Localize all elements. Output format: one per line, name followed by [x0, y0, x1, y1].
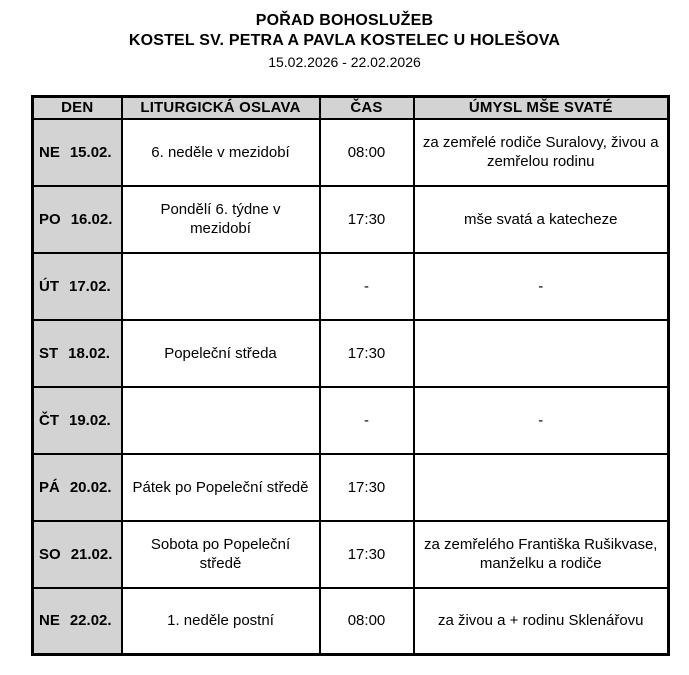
day-abbr: NE [39, 612, 60, 630]
document-header [0, 0, 689, 72]
day-cell [33, 119, 122, 186]
day-cell [33, 521, 122, 588]
time-cell: - [320, 387, 414, 454]
day-date: 17.02. [69, 277, 111, 295]
day-cell [33, 387, 122, 454]
table-row [33, 387, 669, 454]
table-row [33, 454, 669, 521]
day-date: 18.02. [68, 344, 110, 362]
time-cell: - [320, 253, 414, 320]
time-cell: 08:00 [320, 119, 414, 186]
col-header-day: DEN [33, 97, 122, 119]
celebration-cell: Pondělí 6. týdne v mezidobí [122, 186, 320, 253]
celebration-cell [122, 253, 320, 320]
col-header-celebration: LITURGICKÁ OSLAVA [122, 97, 320, 119]
header-row [33, 97, 669, 119]
schedule-table-header [33, 97, 669, 119]
intention-cell [414, 454, 669, 521]
celebration-cell: 6. neděle v mezidobí [122, 119, 320, 186]
day-cell [33, 186, 122, 253]
table-row [33, 186, 669, 253]
day-cell [33, 454, 122, 521]
celebration-cell: 1. neděle postní [122, 588, 320, 655]
day-abbr: PO [39, 210, 61, 228]
day-cell [33, 588, 122, 655]
day-date: 19.02. [69, 411, 111, 429]
table-row [33, 588, 669, 655]
day-date: 22.02. [69, 612, 112, 630]
intention-cell: mše svatá a katecheze [414, 186, 669, 253]
celebration-cell [122, 387, 320, 454]
time-cell: 08:00 [320, 588, 414, 655]
intention-cell: - [414, 387, 669, 454]
day-cell [33, 320, 122, 387]
day-abbr: ST [39, 344, 59, 362]
celebration-cell: Popeleční středa [122, 320, 320, 387]
day-date: 16.02. [70, 210, 113, 228]
day-abbr: SO [39, 545, 61, 563]
table-row [33, 119, 669, 186]
day-abbr: ČT [39, 411, 59, 429]
time-cell: 17:30 [320, 320, 414, 387]
table-row [33, 253, 669, 320]
time-cell: 17:30 [320, 454, 414, 521]
day-abbr: PÁ [39, 478, 60, 496]
intention-cell: za zemřelé rodiče Suralovy, živou a zemřelou rodinu [414, 119, 669, 186]
intention-cell: za zemřelého Františka Rušikvase, manželku a rodiče [414, 521, 669, 588]
page-subtitle: KOSTEL SV. PETRA A PAVLA KOSTELEC U HOLEŠOVA [128, 32, 561, 49]
intention-cell: - [414, 253, 669, 320]
table-row [33, 320, 669, 387]
intention-cell [414, 320, 669, 387]
intention-cell: za živou a + rodinu Sklenářovu [414, 588, 669, 655]
day-abbr: ÚT [39, 277, 59, 295]
celebration-cell: Sobota po Popeleční středě [122, 521, 320, 588]
day-date: 21.02. [70, 545, 113, 563]
day-abbr: NE [39, 143, 60, 161]
time-cell: 17:30 [320, 521, 414, 588]
time-cell: 17:30 [320, 186, 414, 253]
col-header-intention: ÚMYSL MŠE SVATÉ [414, 97, 669, 119]
page-title: POŘAD BOHOSLUŽEB [255, 12, 434, 29]
schedule-table [31, 95, 670, 656]
col-header-time: ČAS [320, 97, 414, 119]
day-date: 20.02. [69, 478, 112, 496]
table-row [33, 521, 669, 588]
day-cell [33, 253, 122, 320]
date-range: 15.02.2026 - 22.02.2026 [268, 54, 421, 70]
day-date: 15.02. [69, 143, 112, 161]
celebration-cell: Pátek po Popeleční středě [122, 454, 320, 521]
